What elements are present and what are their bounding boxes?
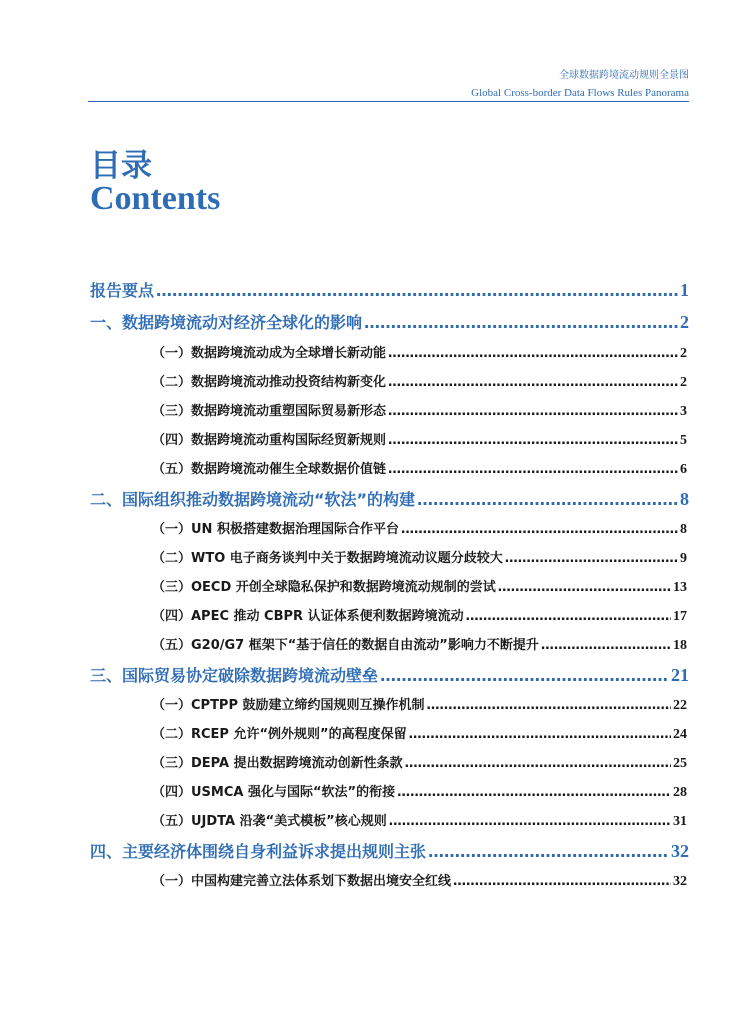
toc-entry-title: （二）RCEP 允许“例外规则”的高程度保留 [152,727,407,742]
toc-subsection-entry[interactable] [152,576,687,596]
toc-entry-title: （三）数据跨境流动重塑国际贸易新形态 [152,404,387,419]
toc-page-number: 21 [671,665,689,685]
toc-entry-title: （五）数据跨境流动催生全球数据价值链 [152,462,387,477]
toc-page-number: 3 [680,404,687,419]
toc-entry-title: （五）UJDTA 沿袭“美式模板”核心规则 [152,814,387,829]
toc-entry-title: （二）WTO 电子商务谈判中关于数据跨境流动议题分歧较大 [152,551,503,566]
toc-page-number: 32 [673,874,687,889]
toc-page-number: 6 [680,462,687,477]
toc-page-number: 9 [680,551,687,566]
toc-page-number: 18 [673,638,687,653]
toc-entry-title: （三）OECD 开创全球隐私保护和数据跨境流动规制的尝试 [152,580,496,595]
toc-page-number: 2 [680,312,689,332]
toc-page-number: 28 [673,785,687,800]
toc-entry-title: （一）CPTPP 鼓励建立缔约国规则互操作机制 [152,698,425,713]
dot-leader [417,490,678,509]
toc-entry-title: （一）UN 积极搭建数据治理国际合作平台 [152,522,399,537]
toc-entry-title: （四）USMCA 强化与国际“软法”的衔接 [152,785,396,800]
toc-subsection-entry[interactable] [152,429,687,449]
toc-page-number: 22 [673,698,687,713]
toc-page-number: 5 [680,433,687,448]
toc-page-number: 25 [673,756,687,771]
dot-leader [541,638,671,653]
dot-leader [409,727,671,742]
toc-subsection-entry[interactable] [152,547,687,567]
toc-subsection-entry[interactable] [152,400,687,420]
header-title-en: Global Cross-border Data Flows Rules Panorama [471,87,689,99]
toc-section-entry[interactable] [90,663,689,686]
toc-entry-title: （二）数据跨境流动推动投资结构新变化 [152,375,387,390]
dot-leader [388,375,678,390]
dot-leader [389,814,671,829]
dot-leader [453,874,671,889]
dot-leader [427,698,671,713]
toc-subsection-entry[interactable] [152,342,687,362]
contents-heading-en: Contents [90,180,221,217]
toc-page-number: 17 [673,609,687,624]
toc-section-entry[interactable] [90,487,689,510]
toc-entry-title: 三、国际贸易协定破除数据跨境流动壁垒 [90,666,379,685]
toc-entry-title: （四）APEC 推动 CBPR 认证体系便利数据跨境流动 [152,609,464,624]
toc-section-entry[interactable] [90,278,689,301]
toc-subsection-entry[interactable] [152,810,687,830]
toc-subsection-entry[interactable] [152,781,687,801]
dot-leader [397,785,671,800]
dot-leader [466,609,671,624]
dot-leader [388,462,678,477]
toc-entry-title: 四、主要经济体围绕自身利益诉求提出规则主张 [90,842,427,861]
toc-subsection-entry[interactable] [152,605,687,625]
dot-leader [405,756,671,771]
toc-subsection-entry[interactable] [152,870,687,890]
toc-page-number: 32 [671,841,689,861]
toc-entry-title: 一、数据跨境流动对经济全球化的影响 [90,313,363,332]
dot-leader [388,404,678,419]
toc-page-number: 24 [673,727,687,742]
toc-subsection-entry[interactable] [152,371,687,391]
toc-page-number: 2 [680,346,687,361]
toc-subsection-entry[interactable] [152,458,687,478]
toc-section-entry[interactable] [90,310,689,333]
toc-page-number: 8 [680,489,689,509]
toc-subsection-entry[interactable] [152,694,687,714]
toc-subsection-entry[interactable] [152,634,687,654]
toc-page-number: 1 [680,280,689,300]
toc-page-number: 8 [680,522,687,537]
dot-leader [505,551,678,566]
dot-leader [428,842,669,861]
dot-leader [401,522,678,537]
dot-leader [156,281,678,300]
toc-subsection-entry[interactable] [152,518,687,538]
toc-entry-title: 二、国际组织推动数据跨境流动“软法”的构建 [90,490,416,509]
toc-entry-title: 报告要点 [90,281,155,300]
toc-entry-title: （三）DEPA 提出数据跨境流动创新性条款 [152,756,403,771]
toc-subsection-entry[interactable] [152,752,687,772]
toc-entry-title: （四）数据跨境流动重构国际经贸新规则 [152,433,387,448]
dot-leader [364,313,678,332]
toc-entry-title: （一）数据跨境流动成为全球增长新动能 [152,346,387,361]
toc-page-number: 13 [673,580,687,595]
toc-page-number: 31 [673,814,687,829]
contents-heading-cn: 目录 [90,148,152,184]
toc-page-number: 2 [680,375,687,390]
toc-section-entry[interactable] [90,839,689,862]
dot-leader [380,666,669,685]
toc-entry-title: （一）中国构建完善立法体系划下数据出境安全红线 [152,874,452,889]
toc-entry-title: （五）G20/G7 框架下“基于信任的数据自由流动”影响力不断提升 [152,638,539,653]
dot-leader [388,346,678,361]
dot-leader [388,433,678,448]
header-title-cn: 全球数据跨境流动规则全景图 [559,70,689,81]
dot-leader [498,580,671,595]
toc-subsection-entry[interactable] [152,723,687,743]
